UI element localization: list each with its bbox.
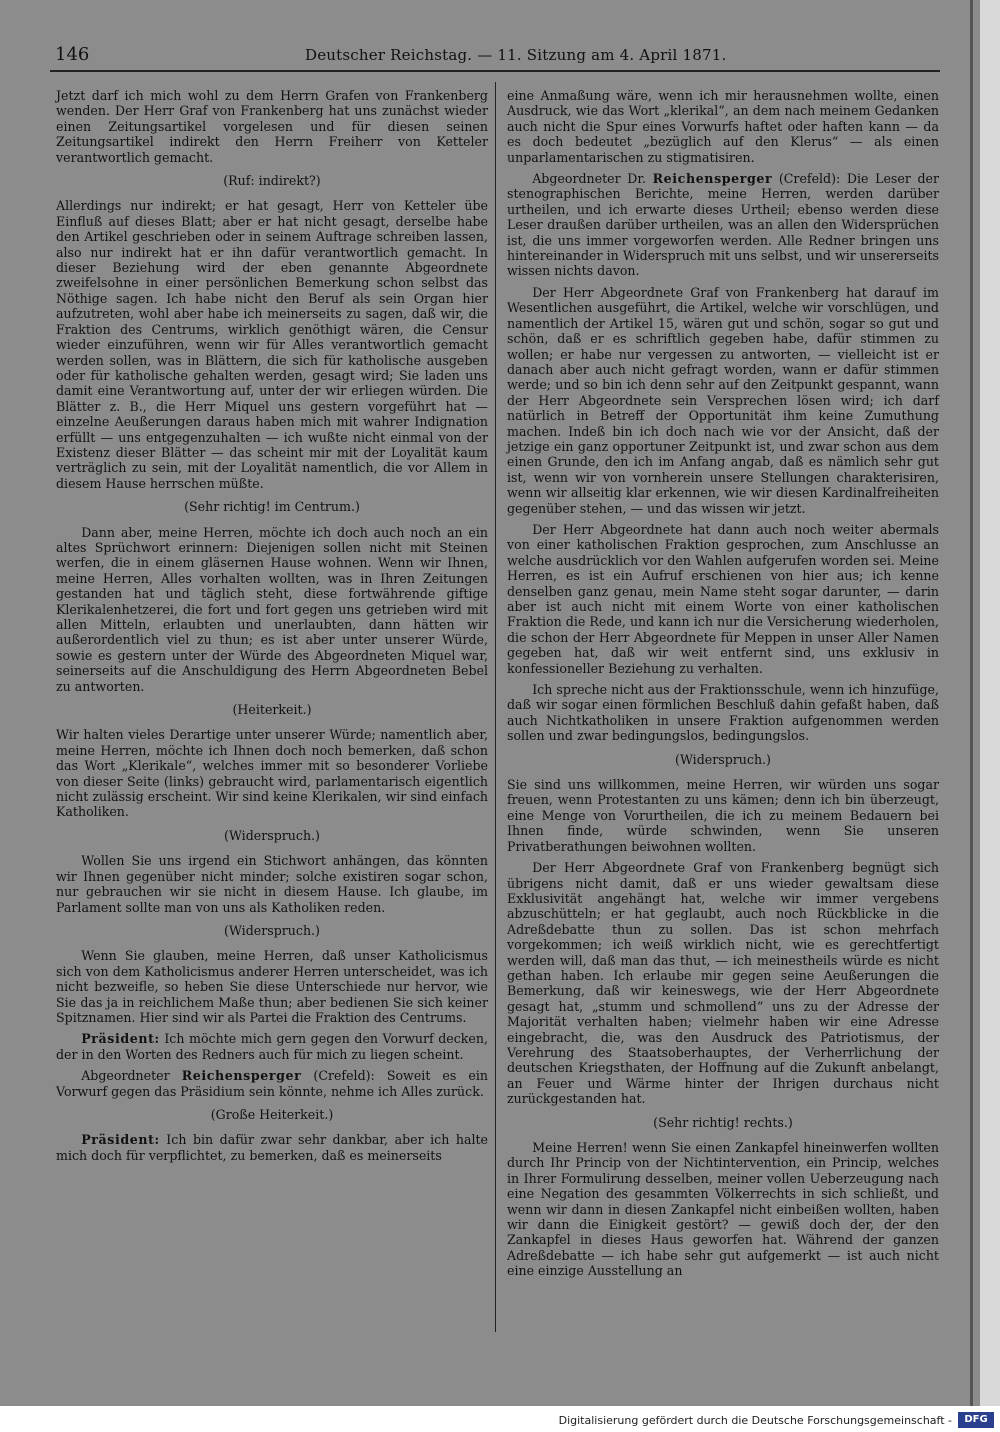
speaker-name: Präsident:: [81, 1132, 160, 1148]
paragraph: Wenn Sie glauben, meine Herren, daß unser Katholicismus sich von dem Katholicismus anderer Herren unterscheidet, was ich nicht bezweifle, so heben Sie diese Unterschiede nur hervor, wie Sie das ja in reichlichem Maße thun; aber bedienen Sie sich keiner Spitznamen. Hier sind wir als Partei die Fraktion des Centrums.: [56, 948, 488, 1025]
paragraph: Jetzt darf ich mich wohl zu dem Herrn Grafen von Frankenberg wenden. Der Herr Graf von Frankenberg hat uns zunächst wieder einen Zeitungsartikel vorgelesen und für diesen seinen Zeitungsartikel indirekt den Herrn Freiherr von Ketteler verantwortlich gemacht.: [56, 88, 488, 165]
left-column: [56, 88, 488, 1169]
paragraph: Der Herr Abgeordnete Graf von Frankenberg hat darauf im Wesentlichen ausgeführt, die Artikel, welche wir vorschlügen, und namentlich der Artikel 15, wären gut und schön, sogar so gut und schön, daß er es schriftlich gegeben habe, dafür stimmen zu wollen; er habe nur vergessen zu antworten, — vielleicht ist er danach aber auch nicht gefragt worden, wann er dafür stimmen werde; und so bin ich denn sehr auf den Zeitpunkt gespannt, wann der Herr Abgeordnete sein Versprechen lösen wird; ich darf natürlich in Betreff der Opportunität ihm keine Zumuthung machen. Indeß bin ich doch nach wie vor der Ansicht, daß der jetzige ein ganz opportuner Zeitpunkt ist, und zwar schon aus dem einen Grunde, den ich im Anfang angab, daß es nämlich sehr gut ist, wenn wir von vornherein unsere Stellungen charakterisiren, wenn wir allseitig klar erkennen, wie wir diesen Kardinalfreiheiten gegenüber stehen, — und das wissen wir jetzt.: [507, 284, 939, 516]
interjection: (Widerspruch.): [224, 922, 320, 938]
right-column: [507, 88, 939, 1285]
paragraph: Der Herr Abgeordnete hat dann auch noch weiter abermals von einer katholischen Fraktion gesprochen, zum Anschlusse an welche ausdrücklich vor den Wahlen aufgerufen worden sei. Meine Herren, es ist ein Aufruf erschienen von hier aus; ich kenne denselben ganz genau, mein Name steht sogar darunter, — darin aber ist auch nicht mit einem Worte von einer katholischen Fraktion die Rede, und kann ich nur die Versicherung wiederholen, die schon der Herr Abgeordnete für Meppen in unser Aller Namen gegeben hat, daß wir weit entfernt sind, uns exklusiv in konfessioneller Beziehung zu verhalten.: [507, 521, 939, 676]
page-number: 146: [55, 44, 90, 65]
speech-text: Ich bin dafür zwar sehr dankbar, aber ich halte mich doch für verpflichtet, zu bemerken, daß es meinerseits: [56, 1132, 488, 1163]
speaker-name: Reichensperger: [652, 171, 773, 187]
paragraph: Ich spreche nicht aus der Fraktionsschule, wenn ich hinzufüge, daß wir sogar einen förmlichen Beschluß dahin gefaßt haben, daß auch Nichtkatholiken in unsere Fraktion aufgenommen werden sollen und zwar bedingungslos, bedingungslos.: [507, 682, 939, 744]
paragraph: eine Anmaßung wäre, wenn ich mir herausnehmen wollte, einen Ausdruck, wie das Wort „klerikal“, an dem nach meinem Gedanken auch nicht die Spur eines Vorwurfs haftet oder haften kann — da es doch bedeutet „bezüglich auf den Klerus“ — als einen unparlamentarischen zu stigmatisiren.: [507, 88, 939, 165]
page-header: [55, 44, 945, 70]
paragraph: Dann aber, meine Herren, möchte ich doch auch noch an ein altes Sprüchwort erinnern: Diejenigen sollen nicht mit Steinen werfen, die in einem gläsernen Hause wohnen. Wenn wir Ihnen, meine Herren, Alles vorhalten wollten, was in Ihren Zeitungen gestanden hat und täglich steht, diese fortwährende giftige Klerikalenhetzerei, die fort und fort gegen uns getrieben wird mit allen Mitteln, erlaubten und unerlaubten, dann hätten wir außerordentlich viel zu thun; es ist aber unter unserer Würde, sowie es gestern unter der Würde des Abgeordneten Miquel war, seinerseits auf die Anschuldigung des Herrn Abgeordneten Bebel zu antworten.: [56, 524, 488, 694]
header-rule: [50, 70, 940, 72]
interjection: (Sehr richtig! rechts.): [653, 1114, 793, 1130]
paragraph: Der Herr Abgeordnete Graf von Frankenberg begnügt sich übrigens nicht damit, daß er uns wieder gewaltsam diese Exklusivität angehängt hat, welche wir immer vergebens abzuschütteln; er hat geglaubt, auch noch Rückblicke in die Adreßdebatte thun zu sollen. Das ist schon mehrfach vorgekommen; ich weiß wirklich nicht, wie es gerechtfertigt werden will, daß man das thut, — ich meinestheils würde es nicht gethan haben. Ich erlaube mir gegen seine Aeußerungen die Bemerkung, daß wir keineswegs, wie der Herr Abgeordnete gesagt hat, „stumm und schmollend“ uns zu der Adresse der Majorität verhalten haben; vielmehr haben wir eine Adresse eingebracht, die, was den Ausdruck des Patriotismus, der Verehrung des Staatsoberhauptes, der Verherrlichung der deutschen Kriegsthaten, der Hoffnung auf die Zukunft anbelangt, an Feuer und Wärme hinter der Ihrigen durchaus nicht zurückgestanden hat.: [507, 860, 939, 1107]
speaker-title: Abgeordneter Dr.: [532, 171, 653, 187]
speaker-paragraph: [507, 171, 939, 279]
paragraph: Wir halten vieles Derartige unter unserer Würde; namentlich aber, meine Herren, möchte ich Ihnen doch noch bemerken, daß schon das Wort „Klerikale“, welches immer mit so besonderer Vorliebe von dieser Seite (links) gebraucht wird, parlamentarisch eigentlich nicht zulässig erscheint. Wir sind keine Klerikalen, wir sind einfach Katholiken.: [56, 727, 488, 820]
speech-text: Ich möchte mich gern gegen den Vorwurf decken, der in den Worten des Redners auch für mich zu liegen scheint.: [56, 1031, 488, 1062]
interjection: (Große Heiterkeit.): [210, 1106, 334, 1122]
interjection: (Widerspruch.): [224, 827, 320, 843]
dfg-logo: DFG: [958, 1412, 994, 1428]
interjection: (Widerspruch.): [675, 751, 771, 767]
scan-edge: [980, 0, 1000, 1406]
speaker-name: Reichensperger: [181, 1068, 302, 1084]
paragraph: Meine Herren! wenn Sie einen Zankapfel hineinwerfen wollten durch Ihr Princip von der Nichtintervention, ein Princip, welches in Ihrer Formulirung desselben, meiner vollen Ueberzeugung nach eine Negation des gesammten Völkerrechts in sich schließt, und wenn wir dann in diesen Zankapfel nicht einbeißen wollten, haben wir dann die Einigkeit gestört? — gewiß doch der, der den Zankapfel in dieses Haus geworfen hat. Während der ganzen Adreßdebatte — ich habe sehr gut aufgemerkt — ist auch nicht eine einzige Ausstellung an: [507, 1140, 939, 1279]
running-title: Deutscher Reichstag. — 11. Sitzung am 4. April 1871.: [305, 46, 727, 64]
interjection: (Ruf: indirekt?): [223, 173, 321, 189]
paragraph: Wollen Sie uns irgend ein Stichwort anhängen, das könnten wir Ihnen gegenüber nicht minder; solche existiren sogar schon, nur gebrauchen wir sie nicht in diesem Hause. Ich glaube, im Parlament sollte man von uns als Katholiken reden.: [56, 853, 488, 915]
footer: [0, 1410, 1000, 1432]
speaker-paragraph: [56, 1031, 488, 1062]
speaker-paragraph: [56, 1132, 488, 1163]
speaker-name: Präsident:: [81, 1031, 160, 1047]
speech-text: (Crefeld): Die Leser der stenographischen Berichte, meine Herren, werden darüber urtheilen, und ich erwarte dieses Urtheil; ebenso werden diese Leser draußen darüber urtheilen, was an allen den Widersprüchen ist, die uns immer vorgeworfen werden. Alle Redner bringen uns hintereinander in Widerspruch mit uns selbst, und wir unsererseits wissen nichts davon.: [507, 171, 939, 279]
scan-edge-line: [970, 0, 973, 1406]
paragraph: Allerdings nur indirekt; er hat gesagt, Herr von Ketteler übe Einfluß auf dieses Blatt; aber er hat nicht gesagt, derselbe habe den Artikel geschrieben oder in seinem Auftrage schreiben lassen, also nur indirekt hat er ihn dafür verantwortlich gemacht. In dieser Beziehung wird der eben genannte Abgeordnete zweifelsohne in einer persönlichen Bemerkung schon selbst das Nöthige sagen. Ich habe nicht den Beruf als sein Organ hier aufzutreten, wohl aber habe ich meinerseits zu sagen, daß wir, die Fraktion des Centrums, wirklich genöthigt wären, die Censur wieder einzuführen, wenn wir für Alles verantwortlich gemacht werden sollen, was in Blättern, die sich für katholische ausgeben oder für katholische gehalten werden, gesagt wird; Sie laden uns damit eine Verantwortung auf, unter der wir erliegen würden. Die Blätter z. B., die Herr Miquel uns gestern vorgeführt hat — einzelne Aeußerungen daraus haben mich mit wahrer Indignation erfüllt — uns entgegenzuhalten — ich wußte nicht einmal von der Existenz dieser Blätter — das scheint mir mit der Loyalität kaum verträglich zu sein, mit der Loyalität namentlich, die vor Allem in diesem Hause herrschen müßte.: [56, 198, 488, 491]
speech-text: (Crefeld): Soweit es ein Vorwurf gegen das Präsidium sein könnte, nehme ich Alles zurück.: [56, 1068, 489, 1099]
speaker-title: Abgeordneter: [81, 1068, 182, 1084]
speaker-paragraph: [56, 1068, 488, 1099]
footer-credit: Digitalisierung gefördert durch die Deutsche Forschungsgemeinschaft -: [558, 1414, 952, 1427]
interjection: (Heiterkeit.): [232, 702, 312, 718]
paragraph: Sie sind uns willkommen, meine Herren, wir würden uns sogar freuen, wenn Protestanten zu uns kämen; denn ich bin überzeugt, eine Menge von Vorurtheilen, die ich zu meinem Bedauern bei Ihnen finde, würde schwinden, wenn Sie unseren Privatberathungen beiwohnen wollten.: [507, 777, 939, 854]
column-divider: [495, 82, 496, 1332]
interjection: (Sehr richtig! im Centrum.): [184, 499, 360, 515]
